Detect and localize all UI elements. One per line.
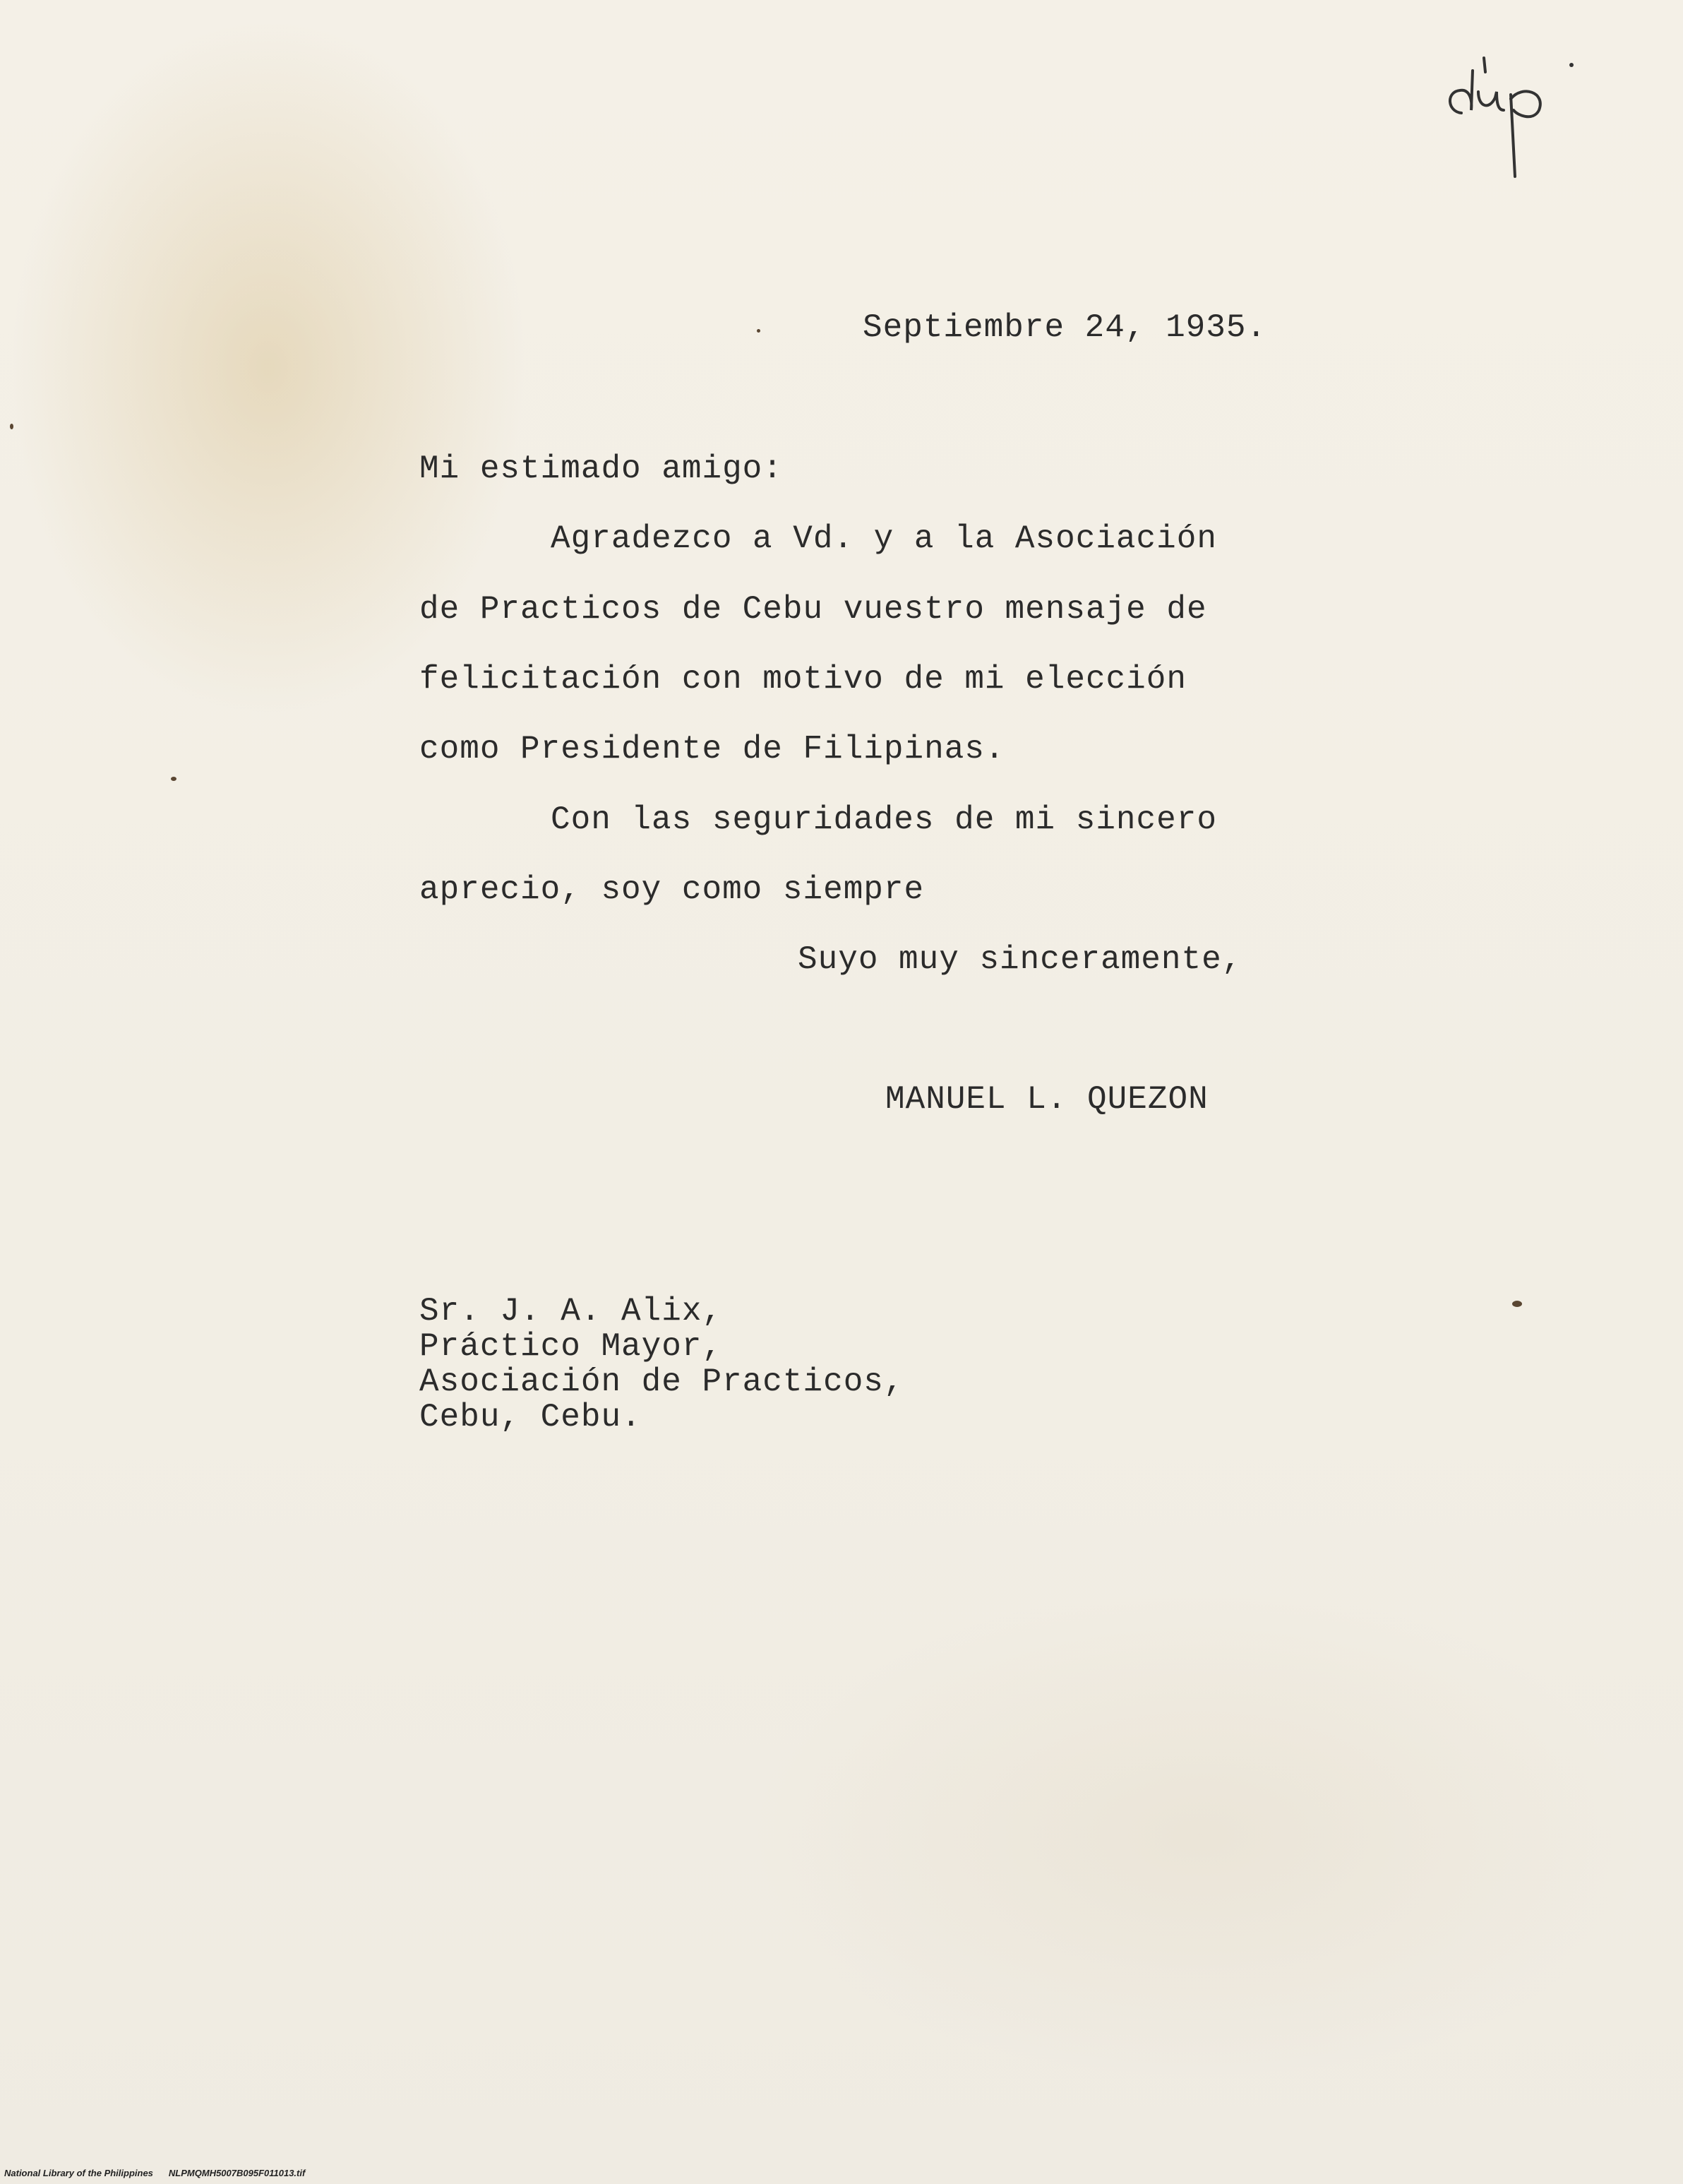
body-line-5: Con las seguridades de mi sincero (551, 801, 1217, 838)
file-identifier: NLPMQMH5007B095F011013.tif (168, 2168, 306, 2178)
signature-name: MANUEL L. QUEZON (885, 1081, 1209, 1118)
library-credit: National Library of the Philippines (4, 2168, 153, 2178)
ink-spot (1512, 1301, 1522, 1307)
address-line-1: Sr. J. A. Alix, (419, 1293, 723, 1330)
scan-footer (4, 2168, 321, 2178)
address-line-3: Asociación de Practicos, (419, 1363, 904, 1400)
handwritten-dup-annotation (1440, 42, 1581, 184)
ink-spot (10, 424, 13, 429)
closing: Suyo muy sinceramente, (798, 941, 1242, 978)
body-line-2: de Practicos de Cebu vuestro mensaje de (419, 591, 1207, 628)
ink-spot (757, 329, 760, 333)
body-line-1: Agradezco a Vd. y a la Asociación (551, 520, 1217, 557)
address-line-4: Cebu, Cebu. (419, 1399, 642, 1436)
address-line-2: Práctico Mayor, (419, 1328, 723, 1365)
body-line-3: felicitación con motivo de mi elección (419, 661, 1187, 698)
body-line-4: como Presidente de Filipinas. (419, 731, 1005, 768)
body-line-6: aprecio, soy como siempre (419, 871, 925, 908)
salutation: Mi estimado amigo: (419, 450, 783, 487)
letter-date: Septiembre 24, 1935. (863, 309, 1267, 346)
ink-spot (171, 777, 176, 781)
